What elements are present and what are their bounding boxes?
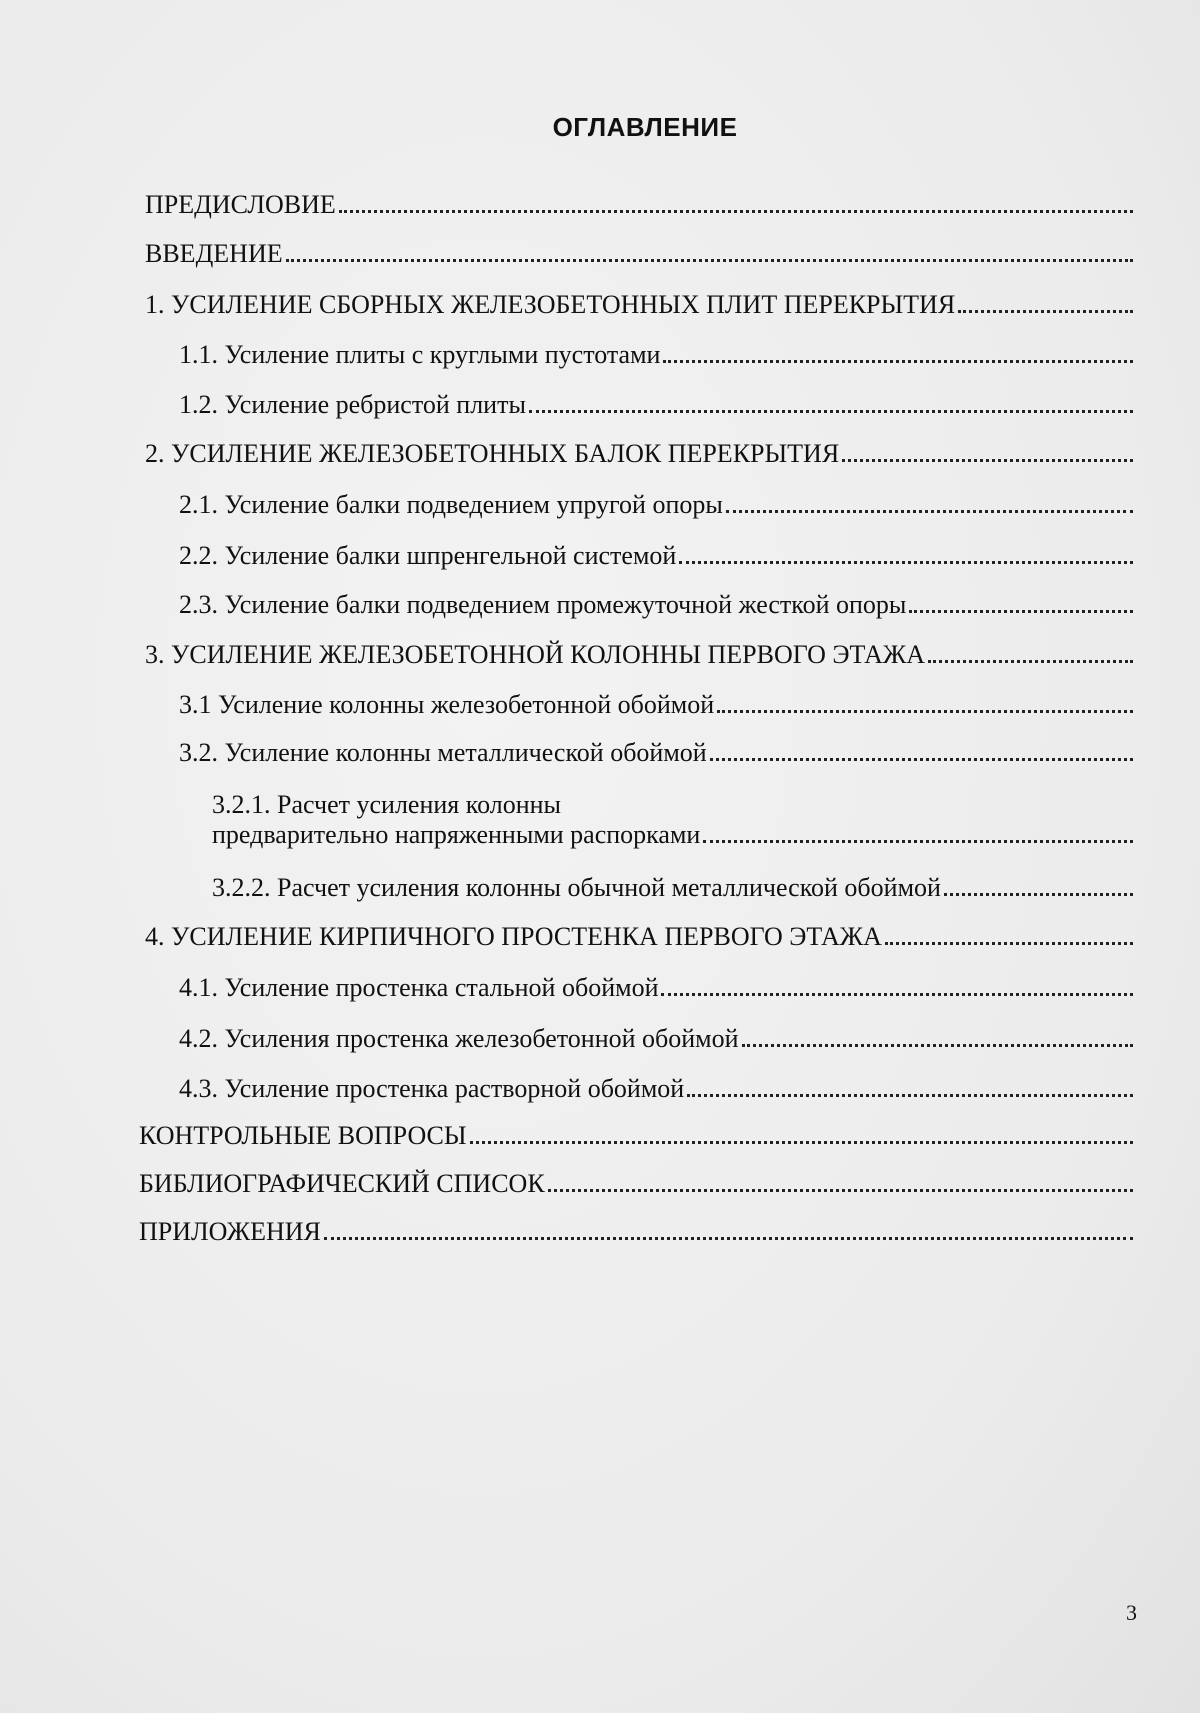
dot-leader: [529, 410, 1133, 413]
toc-entry-label: 2.2. Усиление балки шпренгельной системой: [179, 541, 677, 570]
dot-leader: [339, 210, 1133, 213]
dot-leader: [687, 1094, 1133, 1097]
toc-entry-label: 1.2. Усиление ребристой плиты: [179, 390, 526, 419]
dot-leader: [663, 360, 1133, 363]
page-number: 3: [1126, 1600, 1137, 1625]
toc-entry-chapter-2: [145, 439, 1135, 469]
toc-entry-section-3-1: [179, 690, 1135, 720]
toc-entry-label: ПРИЛОЖЕНИЯ: [139, 1217, 321, 1246]
toc-entry-label: 3. УСИЛЕНИЕ ЖЕЛЕЗОБЕТОННОЙ КОЛОННЫ ПЕРВОГО ЭТАЖА: [145, 640, 925, 669]
dot-leader: [710, 758, 1133, 761]
toc-entry-label: 3.2.1. Расчет усиления колонны: [212, 790, 561, 819]
dot-leader: [909, 610, 1133, 613]
dot-leader: [928, 660, 1133, 663]
toc-entry-review-questions: [139, 1121, 1135, 1151]
dot-leader: [470, 1141, 1133, 1144]
dot-leader: [742, 1044, 1133, 1047]
toc-entry-label: 4.1. Усиление простенка стальной обоймой: [179, 973, 659, 1002]
toc-entry-section-3-2-1: [212, 790, 1135, 850]
toc-entry-label: 3.2. Усиление колонны металлической обоймой: [179, 738, 707, 767]
dot-leader: [703, 840, 1133, 843]
dot-leader: [944, 893, 1133, 896]
toc-entry-label: 2. УСИЛЕНИЕ ЖЕЛЕЗОБЕТОННЫХ БАЛОК ПЕРЕКРЫТИЯ: [145, 439, 840, 468]
dot-leader: [679, 561, 1133, 564]
toc-entry-label: 3.1 Усиление колонны железобетонной обоймой: [179, 690, 715, 719]
dot-leader: [661, 993, 1133, 996]
dot-leader: [958, 310, 1133, 313]
toc-entry-section-4-3: [179, 1074, 1135, 1104]
toc-entry-bibliography: [139, 1169, 1135, 1199]
toc-entry-section-3-2: [179, 738, 1135, 768]
toc-title: ОГЛАВЛЕНИЕ: [552, 112, 738, 142]
toc-entry-continuation: [212, 820, 1135, 850]
toc-entry-chapter-4: [145, 922, 1135, 952]
dot-leader: [717, 710, 1133, 713]
toc-entry-label: 3.2.2. Расчет усиления колонны обычной металлической обоймой: [212, 873, 941, 902]
dot-leader: [885, 942, 1133, 945]
toc-entry-section-2-1: [179, 490, 1135, 520]
dot-leader: [842, 459, 1133, 462]
toc-entry-section-4-1: [179, 973, 1135, 1003]
toc-entry-label: ПРЕДИСЛОВИЕ: [145, 190, 336, 219]
toc-entry-label: 4.2. Усиления простенка железобетонной обоймой: [179, 1024, 739, 1053]
toc-entry-label: КОНТРОЛЬНЫЕ ВОПРОСЫ: [139, 1121, 467, 1150]
toc-entry-section-1-1: [179, 340, 1135, 370]
toc-entry-section-2-2: [179, 541, 1135, 571]
toc-entry-introduction: [145, 239, 1135, 269]
toc-entry-label: 2.1. Усиление балки подведением упругой опоры: [179, 490, 723, 519]
toc-entry-chapter-3: [145, 640, 1135, 670]
toc-entry-label: ВВЕДЕНИЕ: [145, 239, 283, 268]
toc-entry-label: БИБЛИОГРАФИЧЕСКИЙ СПИСОК: [139, 1169, 545, 1198]
toc-entry-label-continued: предварительно напряженными распорками: [212, 820, 701, 849]
toc-entry-label: 2.3. Усиление балки подведением промежуточной жесткой опоры: [179, 590, 907, 619]
toc-entry-section-4-2: [179, 1024, 1135, 1054]
toc-entry-appendices: [139, 1217, 1135, 1247]
dot-leader: [726, 510, 1133, 513]
toc-entry-label: 4. УСИЛЕНИЕ КИРПИЧНОГО ПРОСТЕНКА ПЕРВОГО ЭТАЖА: [145, 922, 882, 951]
dot-leader: [286, 259, 1133, 262]
toc-entry-section-2-3: [179, 590, 1135, 620]
dot-leader: [324, 1237, 1133, 1240]
toc-entry-label: 1.1. Усиление плиты с круглыми пустотами: [179, 340, 661, 369]
toc-entry-label: 1. УСИЛЕНИЕ СБОРНЫХ ЖЕЛЕЗОБЕТОННЫХ ПЛИТ ПЕРЕКРЫТИЯ: [145, 290, 956, 319]
dot-leader: [548, 1189, 1133, 1192]
toc-entry-chapter-1: [145, 290, 1135, 320]
toc-entry-section-3-2-2: [212, 873, 1135, 903]
toc-entry-preface: [145, 190, 1135, 220]
toc-entry-label: 4.3. Усиление простенка растворной обоймой: [179, 1074, 685, 1103]
toc-entry-section-1-2: [179, 390, 1135, 420]
